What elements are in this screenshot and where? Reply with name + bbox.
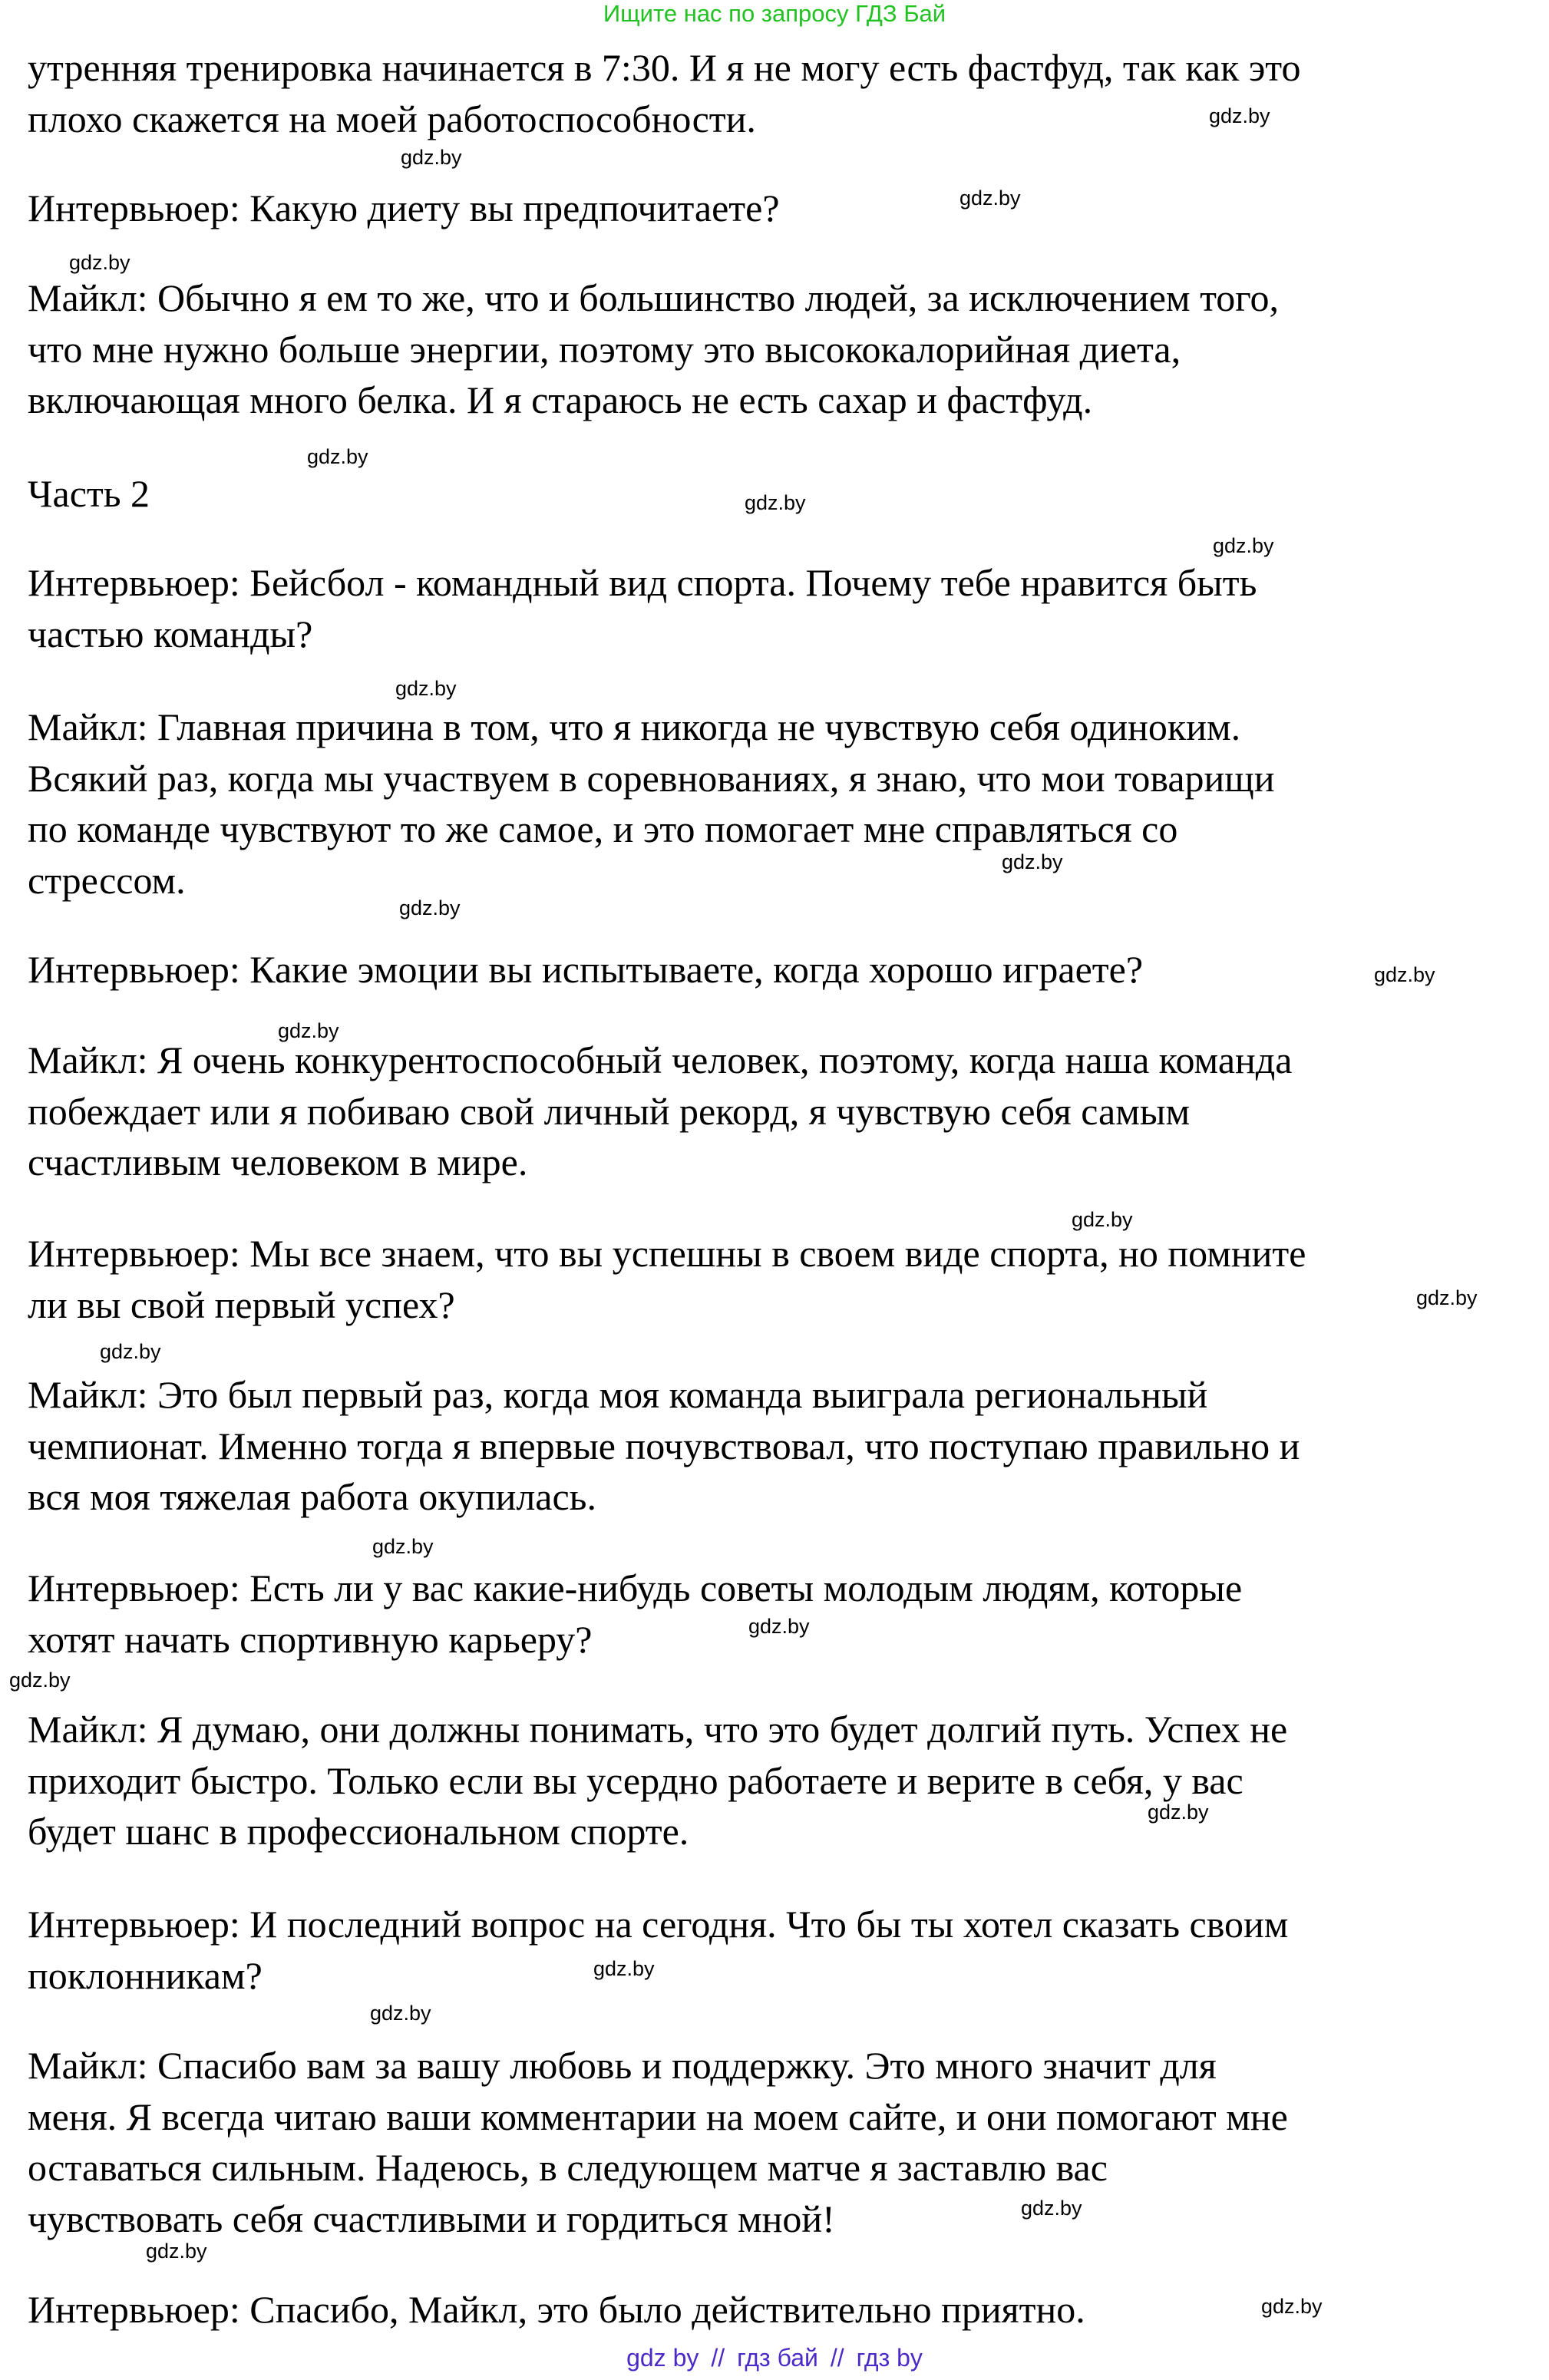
paragraph: [28, 701, 1540, 906]
watermark: gdz.by: [1002, 850, 1063, 873]
watermark: gdz.by: [146, 2240, 207, 2263]
text-line: Интервьюер: Спасибо, Майкл, это было действительно приятно.: [28, 2288, 1085, 2331]
paragraph: [28, 1704, 1540, 1857]
watermark: gdz.by: [395, 677, 457, 700]
footer-separator: //: [711, 2344, 725, 2372]
footer-link[interactable]: гдз by: [856, 2344, 923, 2372]
watermark: gdz.by: [307, 445, 368, 468]
watermark: gdz.by: [401, 146, 462, 169]
watermark: gdz.by: [69, 251, 130, 274]
text-line: Майкл: Главная причина в том, что я никогда не чувствую себя одиноким.: [28, 705, 1241, 748]
paragraph: [28, 944, 1540, 995]
footer-separator: //: [830, 2344, 844, 2372]
watermark: gdz.by: [1374, 963, 1435, 986]
footer-link[interactable]: gdz by: [626, 2344, 699, 2372]
watermark: gdz.by: [370, 2002, 431, 2025]
text-line: ли вы свой первый успех?: [28, 1282, 455, 1326]
text-line: плохо скажется на моей работоспособности.: [28, 97, 756, 140]
text-line: приходит быстро. Только если вы усердно работаете и верите в себя, у вас: [28, 1758, 1243, 1802]
watermark: gdz.by: [1021, 2197, 1082, 2220]
text-line: Всякий раз, когда мы участвуем в соревнованиях, я знаю, что мои товарищи: [28, 756, 1275, 800]
watermark: gdz.by: [1261, 2295, 1323, 2318]
text-line: хотят начать спортивную карьеру?: [28, 1617, 593, 1661]
text-line: Интервьюер: Мы все знаем, что вы успешны в своем виде спорта, но помните: [28, 1232, 1306, 1275]
text-line: Майкл: Я очень конкурентоспособный человек, поэтому, когда наша команда: [28, 1038, 1293, 1081]
text-line: Майкл: Это был первый раз, когда моя команда выиграла региональный: [28, 1373, 1208, 1416]
paragraph: [28, 1228, 1540, 1330]
text-line: Интервьюер: Есть ли у вас какие-нибудь советы молодым людям, которые: [28, 1566, 1243, 1609]
footer-link[interactable]: гдз бай: [737, 2344, 818, 2372]
paragraph: [28, 1035, 1540, 1188]
watermark: gdz.by: [1072, 1208, 1133, 1231]
paragraph: [28, 272, 1540, 426]
text-line: будет шанс в профессиональном спорте.: [28, 1810, 689, 1853]
text-line: Интервьюер: Какие эмоции вы испытываете, когда хорошо играете?: [28, 948, 1144, 991]
text-line: Интервьюер: И последний вопрос на сегодня. Что бы ты хотел сказать своим: [28, 1903, 1289, 1946]
watermark: gdz.by: [399, 896, 461, 919]
text-line: счастливым человеком в мире.: [28, 1140, 528, 1183]
text-line: Майкл: Спасибо вам за вашу любовь и поддержку. Это много значит для: [28, 2044, 1217, 2087]
watermark: gdz.by: [1148, 1801, 1209, 1824]
text-line: поклонникам?: [28, 1953, 263, 1997]
search-banner[interactable]: Ищите нас по запросу ГДЗ Бай: [603, 0, 946, 27]
watermark: gdz.by: [372, 1535, 434, 1558]
text-line: побеждает или я побиваю свой личный рекорд, я чувствую себя самым: [28, 1089, 1191, 1133]
text-line: оставаться сильным. Надеюсь, в следующем матче я заставлю вас: [28, 2146, 1108, 2189]
paragraph: [28, 1563, 1540, 1665]
text-line: Интервьюер: Бейсбол - командный вид спорта. Почему тебе нравится быть: [28, 561, 1257, 604]
paragraph: [28, 1899, 1540, 2001]
paragraph: [28, 2040, 1540, 2244]
watermark: gdz.by: [959, 187, 1021, 210]
watermark: gdz.by: [1209, 104, 1270, 127]
paragraph: [28, 183, 1540, 234]
watermark: gdz.by: [100, 1340, 161, 1363]
watermark: gdz.by: [1213, 534, 1274, 557]
watermark: gdz.by: [593, 1957, 655, 1980]
paragraph: [28, 557, 1540, 659]
text-line: вся моя тяжелая работа окупилась.: [28, 1475, 596, 1518]
watermark: gdz.by: [745, 491, 806, 514]
text-line: Интервьюер: Какую диету вы предпочитаете?: [28, 187, 780, 229]
text-line: Майкл: Я думаю, они должны понимать, что это будет долгий путь. Успех не: [28, 1708, 1288, 1751]
footer-links: [0, 2341, 1549, 2375]
text-line: что мне нужно больше энергии, поэтому это высококалорийная диета,: [28, 327, 1181, 371]
paragraph: [28, 1369, 1540, 1523]
watermark: gdz.by: [1416, 1286, 1478, 1309]
text-line: стрессом.: [28, 858, 186, 902]
text-line: утренняя тренировка начинается в 7:30. И я не могу есть фастфуд, так как это: [28, 46, 1301, 89]
text-line: частью команды?: [28, 612, 313, 655]
text-line: чувствовать себя счастливыми и гордиться мной!: [28, 2197, 835, 2240]
paragraph: [28, 42, 1540, 144]
watermark: gdz.by: [748, 1615, 810, 1638]
text-line: включающая много белка. И я стараюсь не есть сахар и фастфуд.: [28, 378, 1093, 421]
text-line: по команде чувствуют то же самое, и это помогает мне справляться со: [28, 807, 1178, 850]
text-line: меня. Я всегда читаю ваши комментарии на моем сайте, и они помогают мне: [28, 2094, 1288, 2138]
text-line: чемпионат. Именно тогда я впервые почувствовал, что поступаю правильно и: [28, 1424, 1300, 1467]
watermark: gdz.by: [278, 1019, 339, 1042]
text-line: Майкл: Обычно я ем то же, что и большинство людей, за исключением того,: [28, 276, 1280, 319]
text-line: Часть 2: [28, 472, 150, 515]
watermark: gdz.by: [9, 1669, 71, 1692]
